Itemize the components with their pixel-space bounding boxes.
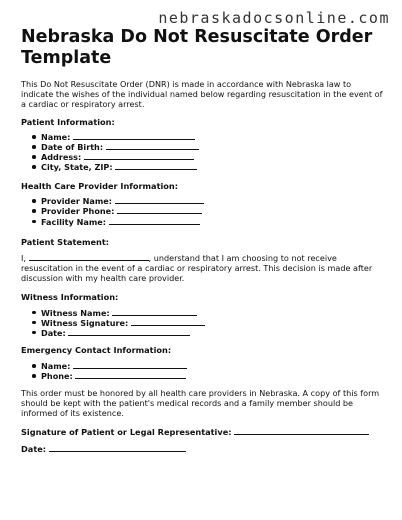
statement-text: , understand that I am choosing to not receive resuscitation in the event of a cardiac or respiratory arrest. This decision is made after discussion with my health care provider.	[21, 252, 373, 283]
patient-name-line[interactable]	[73, 132, 195, 140]
provider-facility-label: Facility Name:	[41, 216, 106, 227]
provider-name-field	[41, 196, 383, 206]
patient-dob-label: Date of Birth:	[41, 142, 104, 153]
patient-city-field	[41, 162, 383, 172]
provider-name-label: Provider Name:	[41, 196, 113, 207]
witness-section-heading: Witness Information:	[21, 291, 119, 302]
patient-dob-line[interactable]	[106, 142, 199, 150]
signature-row	[21, 427, 383, 437]
statement-name-line[interactable]	[29, 253, 149, 261]
emergency-name-field	[41, 361, 383, 371]
document-title: Nebraska Do Not Resuscitate Order Template	[21, 27, 373, 68]
witness-name-field	[41, 308, 383, 318]
site-watermark: nebraskadocsonline.com	[158, 9, 390, 27]
witness-date-line[interactable]	[68, 328, 190, 336]
witness-date-field	[41, 328, 383, 338]
patient-dob-field	[41, 142, 383, 152]
provider-section-heading: Health Care Provider Information:	[21, 181, 179, 192]
statement-prefix: I,	[21, 252, 26, 263]
provider-name-line[interactable]	[115, 196, 204, 204]
emergency-name-line[interactable]	[73, 361, 187, 369]
witness-signature-line[interactable]	[131, 318, 205, 326]
patient-city-line[interactable]	[115, 162, 197, 170]
emergency-section-heading: Emergency Contact Information:	[21, 344, 172, 355]
witness-signature-label: Witness Signature:	[41, 317, 129, 328]
closing-paragraph: This order must be honored by all health care providers in Nebraska. A copy of this form should be kept with the patient's medical records and a family member should be informed of its existence.	[21, 388, 380, 419]
witness-name-line[interactable]	[112, 308, 197, 316]
date-line[interactable]	[49, 444, 186, 452]
statement-section-heading: Patient Statement:	[21, 236, 110, 247]
provider-phone-label: Provider Phone:	[41, 206, 115, 217]
patient-address-line[interactable]	[84, 152, 194, 160]
date-row	[21, 444, 383, 454]
provider-phone-field	[41, 206, 383, 216]
emergency-fields	[21, 361, 383, 381]
signature-label: Signature of Patient or Legal Representative:	[21, 427, 232, 438]
emergency-phone-label: Phone:	[41, 371, 73, 382]
patient-fields	[21, 132, 383, 172]
witness-fields	[21, 308, 383, 338]
witness-date-label: Date:	[41, 327, 66, 338]
patient-section-heading: Patient Information:	[21, 117, 115, 127]
patient-name-label: Name:	[41, 132, 71, 142]
provider-fields	[21, 196, 383, 226]
provider-facility-line[interactable]	[109, 217, 200, 225]
date-label: Date:	[21, 444, 47, 455]
signature-line[interactable]	[234, 427, 369, 435]
provider-facility-field	[41, 217, 383, 227]
witness-name-label: Witness Name:	[41, 307, 110, 318]
patient-name-field	[41, 132, 383, 142]
witness-signature-field	[41, 318, 383, 328]
emergency-phone-field	[41, 371, 383, 381]
statement-paragraph	[21, 253, 383, 283]
patient-address-label: Address:	[41, 152, 82, 163]
patient-address-field	[41, 152, 383, 162]
intro-paragraph: This Do Not Resuscitate Order (DNR) is made in accordance with Nebraska law to indicate the wishes of the individual named below regarding resuscitation in the event of a cardiac or respiratory arrest.	[21, 79, 383, 109]
emergency-phone-line[interactable]	[75, 371, 186, 379]
provider-phone-line[interactable]	[117, 206, 202, 214]
emergency-name-label: Name:	[41, 360, 71, 371]
patient-city-label: City, State, ZIP:	[41, 162, 113, 173]
document-page	[21, 27, 383, 454]
